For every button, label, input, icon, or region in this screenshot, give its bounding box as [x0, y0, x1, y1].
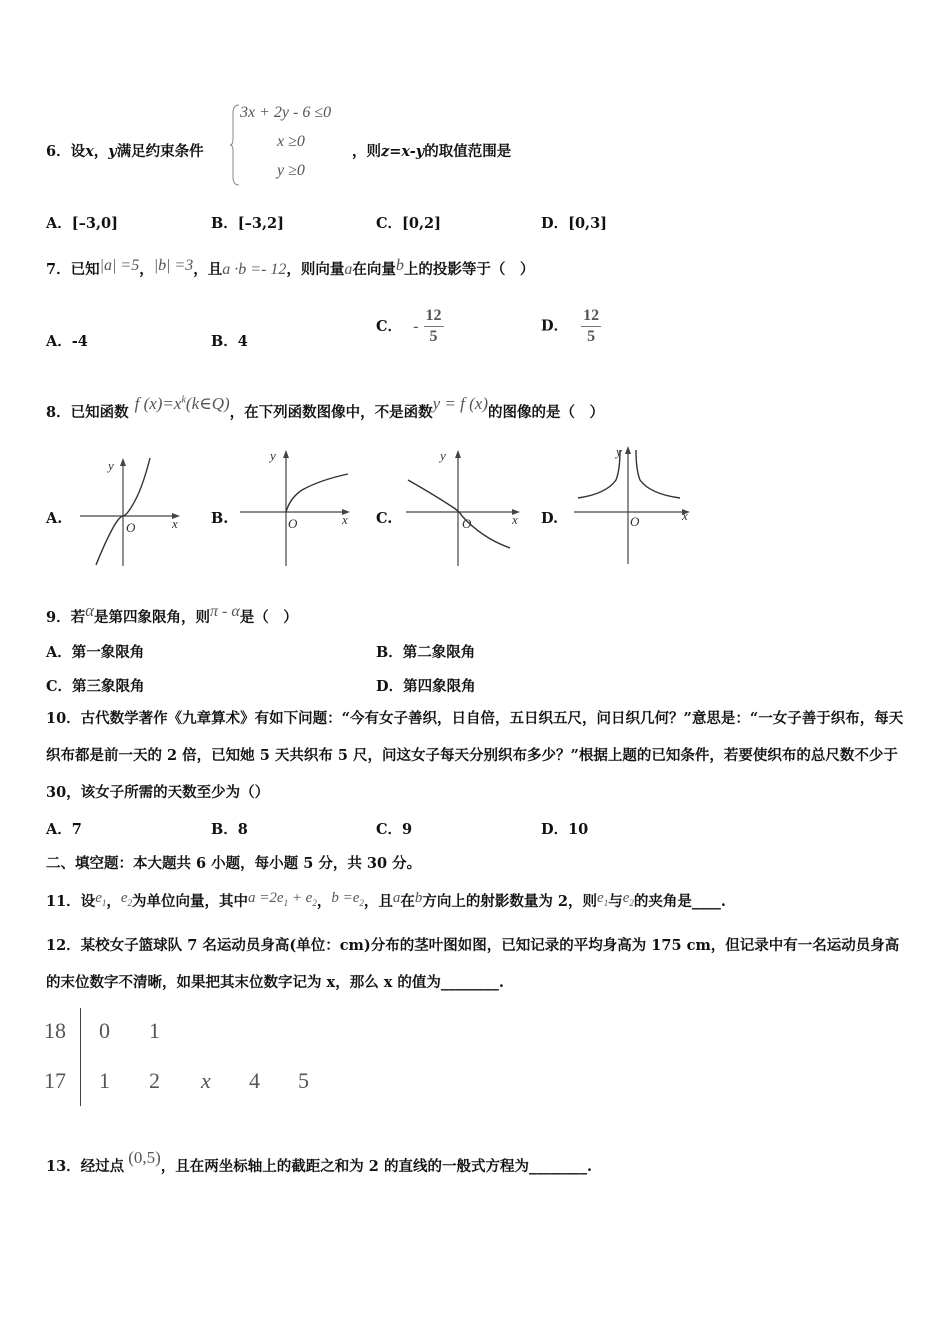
- var-y: y: [108, 143, 117, 160]
- q6-stem: 6．设x，y满足约束条件: [46, 143, 204, 160]
- origin-label: O: [630, 514, 640, 529]
- vector-e2: $e_2$: [120, 890, 133, 908]
- q9-stem: 9．若α是第四象限角，则π - α是（ ）: [46, 601, 298, 626]
- z-expression: z=x-y: [381, 143, 425, 160]
- q7-math-vec-a: a: [344, 261, 353, 278]
- axis-x-label: x: [682, 508, 688, 523]
- q11-stem: 11．设$e_1$，$e_2$为单位向量，其中$a =2e_1 + e_2$，$b =e_2$，且a在b方向上的射影数量为 2，则$e_1$与$e_2$的夹角是____.: [46, 890, 726, 910]
- axis-x-label: x: [172, 516, 178, 531]
- q8-graph-d: [570, 440, 698, 566]
- q7-math-vec-b: b: [395, 257, 404, 274]
- q9-option-b: B．第二象限角: [376, 644, 476, 661]
- origin-label: O: [288, 516, 298, 531]
- q7-math-dot: a ·b =- 12: [222, 261, 287, 278]
- q9-option-a: A．第一象限角: [46, 644, 145, 661]
- q6-option-a: A．[–3,0]: [46, 215, 118, 232]
- q6-constraint-2: x ≥0: [277, 133, 305, 150]
- leaf-value: 1: [99, 1068, 110, 1093]
- leaf-value-unknown: x: [201, 1068, 211, 1093]
- q11-vector-a-def: $a =2e_1 + e_2$: [248, 890, 317, 908]
- q8-graph-b: [236, 442, 356, 568]
- q7-option-a: A．-4: [46, 333, 88, 350]
- axis-y-label: y: [108, 458, 114, 473]
- q9-pi-minus-alpha: π - α: [210, 603, 240, 620]
- leaf-value: 0: [99, 1018, 110, 1043]
- axis-y-label: y: [270, 448, 276, 463]
- q11-vec-b: b: [414, 890, 423, 906]
- axis-x-label: x: [342, 512, 348, 527]
- q10-option-d: D．10: [541, 821, 589, 838]
- q8-option-d-label: D.: [541, 510, 559, 527]
- q10-option-b: B．8: [211, 821, 248, 838]
- leaf-value: 2: [149, 1068, 160, 1093]
- q12-stem: 12．某校女子篮球队 7 名运动员身高(单位：cm)分布的茎叶图如图，已知记录的平均身高为 175 cm，但记录中有一名运动员身高的末位数字不清晰，如果把其末位数字记为 x，那么 x 的值为________.: [46, 937, 900, 991]
- stem-value: 17: [44, 1068, 66, 1093]
- axis-y-label: y: [440, 448, 446, 463]
- leaf-value: 4: [249, 1068, 260, 1093]
- q8-graph-c: [402, 442, 528, 568]
- q8-function-ref: y = f (x): [432, 394, 488, 413]
- stem-divider: [80, 1008, 81, 1106]
- q8-option-c-label: C.: [376, 510, 393, 527]
- var-x: x: [85, 143, 94, 160]
- fraction: $\frac{12}{5}$: [425, 307, 442, 345]
- q10-stem: 10．古代数学著作《九章算术》有如下问题：“今有女子善织，日自倍，五日织五尺，问日织几何？”意思是：“一女子善于织布，每天织布都是前一天的 2 倍，已知她 5 天共织布 5 尺，问这女子每天分别织布多少？”根据上题的已知条件，若要使织布的总尺数不少于 30，该女子所需的天数至少为（）: [46, 710, 904, 801]
- q7-stem: 7．已知|a| =5，|b| =3，且a ·b =- 12，则向量a在向量b上的投影等于（ ）: [46, 257, 535, 278]
- q13-point: (0,5): [128, 1148, 161, 1167]
- q8-graph-a: [76, 450, 186, 570]
- q6-constraint-1: 3x + 2y - 6 ≤0: [240, 104, 332, 121]
- q11-vector-b-def: $b =e_2$: [331, 890, 364, 908]
- q9-option-c: C．第三象限角: [46, 678, 145, 695]
- section-heading: 二、填空题：本大题共 6 小题，每小题 5 分，共 30 分。: [46, 855, 422, 872]
- stem-leaf-plot: [44, 1008, 344, 1108]
- q9-option-d: D．第四象限角: [376, 678, 476, 695]
- q7-option-c: C． - $\frac{12}{5}$: [376, 307, 442, 345]
- stem-value: 18: [44, 1018, 66, 1043]
- q10-option-a: A．7: [46, 821, 82, 838]
- q9-alpha: α: [85, 601, 95, 620]
- q10-option-c: C．9: [376, 821, 413, 838]
- q8-option-a-label: A.: [46, 510, 63, 527]
- q7-math-a-norm: |a| =5: [99, 257, 140, 274]
- q7-math-b-norm: |b| =3: [153, 257, 194, 274]
- vector-e1: $e_1$: [597, 890, 609, 908]
- q6-option-c: C．[0,2]: [376, 215, 441, 232]
- q8-option-b-label: B.: [211, 510, 229, 527]
- axis-y-label: y: [616, 444, 622, 459]
- q6-option-b: B．[–3,2]: [211, 215, 284, 232]
- q8-function-def: f $(x)=x^k(k\in Q)$: [134, 394, 230, 413]
- vector-e1: $e_1$: [95, 890, 107, 908]
- q7-option-b: B．4: [211, 333, 248, 350]
- q8-stem: 8．已知函数 f $(x)=x^k(k\in Q)$，在下列函数图像中，不是函数y = f (x)的图像的是（ ）: [46, 394, 604, 421]
- q6-stem-tail: ，则z=x-y的取值范围是: [352, 143, 512, 160]
- origin-label: O: [126, 520, 136, 535]
- q6-option-d: D．[0,3]: [541, 215, 608, 232]
- origin-label: O: [462, 516, 472, 531]
- q11-vec-a: a: [392, 890, 401, 906]
- fraction: $\frac{12}{5}$: [583, 307, 600, 345]
- q7-option-d: D． $\frac{12}{5}$: [541, 307, 600, 345]
- leaf-value: 5: [298, 1068, 309, 1093]
- vector-e2: $e_2$: [622, 890, 634, 908]
- axis-x-label: x: [512, 512, 518, 527]
- q13-stem: 13．经过点 (0,5)，且在两坐标轴上的截距之和为 2 的直线的一般式方程为________.: [46, 1148, 592, 1175]
- q6-constraint-3: y ≥0: [277, 162, 305, 179]
- leaf-value: 1: [149, 1018, 160, 1043]
